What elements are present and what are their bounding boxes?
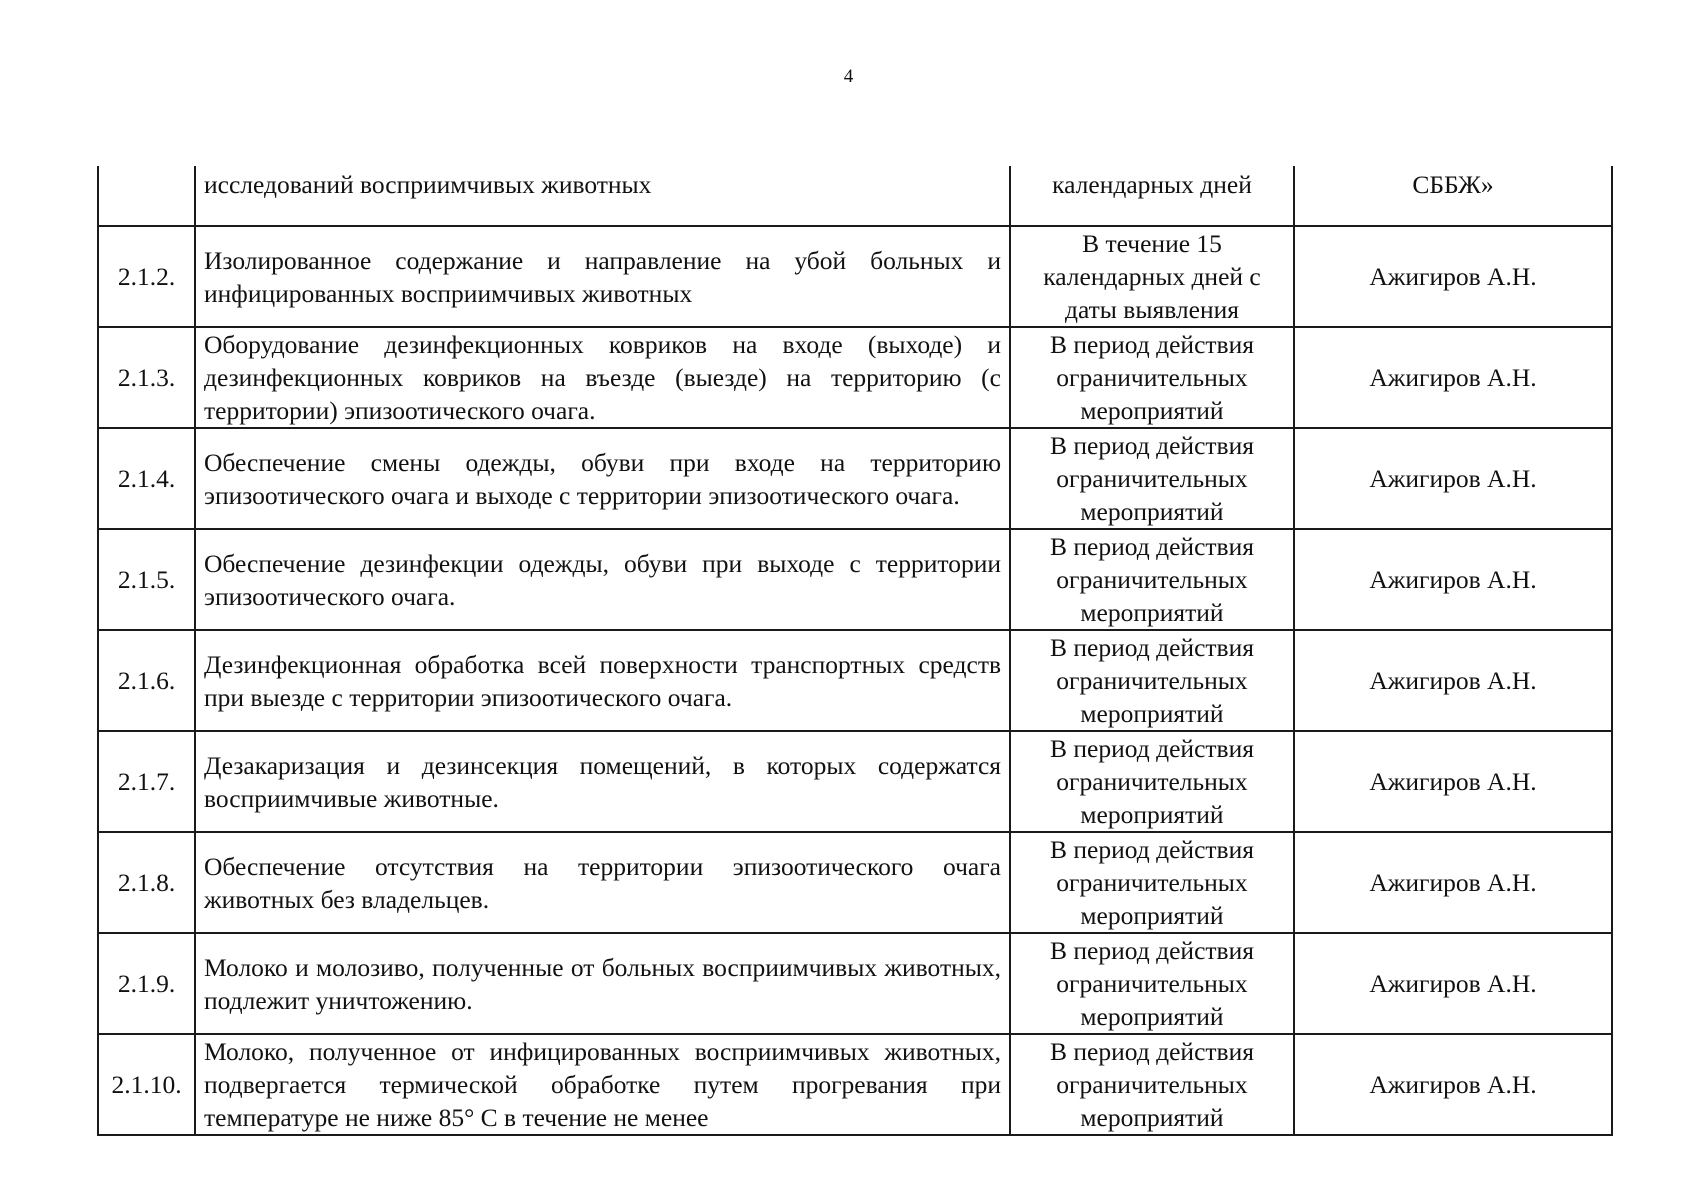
term-line: ограничительных — [1056, 969, 1248, 998]
table-row — [98, 832, 1612, 933]
term-line: мероприятий — [1080, 497, 1224, 526]
row-number: 2.1.10. — [98, 1034, 195, 1135]
measure-responsible: Ажигиров А.Н. — [1294, 428, 1612, 529]
row-number: 2.1.2. — [98, 226, 195, 327]
measure-responsible: Ажигиров А.Н. — [1294, 327, 1612, 428]
term-line: мероприятий — [1080, 800, 1224, 829]
row-number: 2.1.4. — [98, 428, 195, 529]
table-row — [98, 731, 1612, 832]
measure-responsible: СББЖ» — [1294, 166, 1612, 226]
measure-responsible: Ажигиров А.Н. — [1294, 1034, 1612, 1135]
term-line: ограничительных — [1056, 666, 1248, 695]
term-line: В период действия — [1050, 330, 1254, 359]
term-line: мероприятий — [1080, 699, 1224, 728]
term-line: ограничительных — [1056, 1070, 1248, 1099]
measure-term — [1010, 428, 1294, 529]
measure-term — [1010, 933, 1294, 1034]
measure-description: исследований восприимчивых животных — [195, 166, 1010, 226]
measure-term — [1010, 327, 1294, 428]
measures-table — [97, 166, 1613, 1136]
row-number: 2.1.8. — [98, 832, 195, 933]
term-line: даты выявления — [1065, 295, 1239, 324]
term-line: мероприятий — [1080, 901, 1224, 930]
term-line: В период действия — [1050, 532, 1254, 561]
table-row — [98, 226, 1612, 327]
term-line: календарных дней — [1052, 170, 1252, 199]
measures-table-body — [98, 166, 1612, 1135]
measure-responsible: Ажигиров А.Н. — [1294, 933, 1612, 1034]
row-number: 2.1.7. — [98, 731, 195, 832]
measure-term — [1010, 166, 1294, 226]
measure-description: Дезакаризация и дезинсекция помещений, в которых содержатся восприимчивые животные. — [195, 731, 1010, 832]
measure-term — [1010, 226, 1294, 327]
term-line: ограничительных — [1056, 363, 1248, 392]
table-row — [98, 166, 1612, 226]
term-line: В период действия — [1050, 633, 1254, 662]
row-number: 2.1.3. — [98, 327, 195, 428]
measure-term — [1010, 832, 1294, 933]
row-number: 2.1.9. — [98, 933, 195, 1034]
measure-term — [1010, 529, 1294, 630]
term-line: календарных дней с — [1043, 262, 1261, 291]
term-line: мероприятий — [1080, 1103, 1224, 1132]
measure-description: Оборудование дезинфекционных ковриков на входе (выходе) и дезинфекционных ковриков на въезде (выезде) на территорию (с территории) эпизоотического очага. — [195, 327, 1010, 428]
term-line: В течение 15 — [1082, 229, 1222, 258]
term-line: ограничительных — [1056, 565, 1248, 594]
table-row — [98, 529, 1612, 630]
term-line: мероприятий — [1080, 1002, 1224, 1031]
term-line: В период действия — [1050, 1037, 1254, 1066]
measure-responsible: Ажигиров А.Н. — [1294, 529, 1612, 630]
row-number: 2.1.6. — [98, 630, 195, 731]
measure-description: Изолированное содержание и направление на убой больных и инфицированных восприимчивых животных — [195, 226, 1010, 327]
measure-description: Молоко, полученное от инфицированных восприимчивых животных, подвергается термической обработке путем прогревания при температуре не ниже 85° С в течение не менее — [195, 1034, 1010, 1135]
table-row — [98, 630, 1612, 731]
table-row — [98, 933, 1612, 1034]
term-line: В период действия — [1050, 835, 1254, 864]
term-line: мероприятий — [1080, 598, 1224, 627]
measure-term — [1010, 630, 1294, 731]
measure-responsible: Ажигиров А.Н. — [1294, 832, 1612, 933]
term-line: ограничительных — [1056, 767, 1248, 796]
measure-description: Дезинфекционная обработка всей поверхности транспортных средств при выезде с территории эпизоотического очага. — [195, 630, 1010, 731]
measure-term — [1010, 731, 1294, 832]
term-line: В период действия — [1050, 431, 1254, 460]
measure-responsible: Ажигиров А.Н. — [1294, 226, 1612, 327]
term-line: В период действия — [1050, 936, 1254, 965]
row-number — [98, 166, 195, 226]
table-row — [98, 1034, 1612, 1135]
measure-description: Обеспечение смены одежды, обуви при входе на территорию эпизоотического очага и выходе с территории эпизоотического очага. — [195, 428, 1010, 529]
term-line: ограничительных — [1056, 868, 1248, 897]
term-line: мероприятий — [1080, 396, 1224, 425]
row-number: 2.1.5. — [98, 529, 195, 630]
term-line: ограничительных — [1056, 464, 1248, 493]
measure-description: Обеспечение дезинфекции одежды, обуви при выходе с территории эпизоотического очага. — [195, 529, 1010, 630]
term-line: В период действия — [1050, 734, 1254, 763]
measure-description: Обеспечение отсутствия на территории эпизоотического очага животных без владельцев. — [195, 832, 1010, 933]
table-row — [98, 428, 1612, 529]
page-number: 4 — [843, 66, 854, 87]
table-row — [98, 327, 1612, 428]
measure-responsible: Ажигиров А.Н. — [1294, 630, 1612, 731]
measure-term — [1010, 1034, 1294, 1135]
measure-responsible: Ажигиров А.Н. — [1294, 731, 1612, 832]
measure-description: Молоко и молозиво, полученные от больных восприимчивых животных, подлежит уничтожению. — [195, 933, 1010, 1034]
